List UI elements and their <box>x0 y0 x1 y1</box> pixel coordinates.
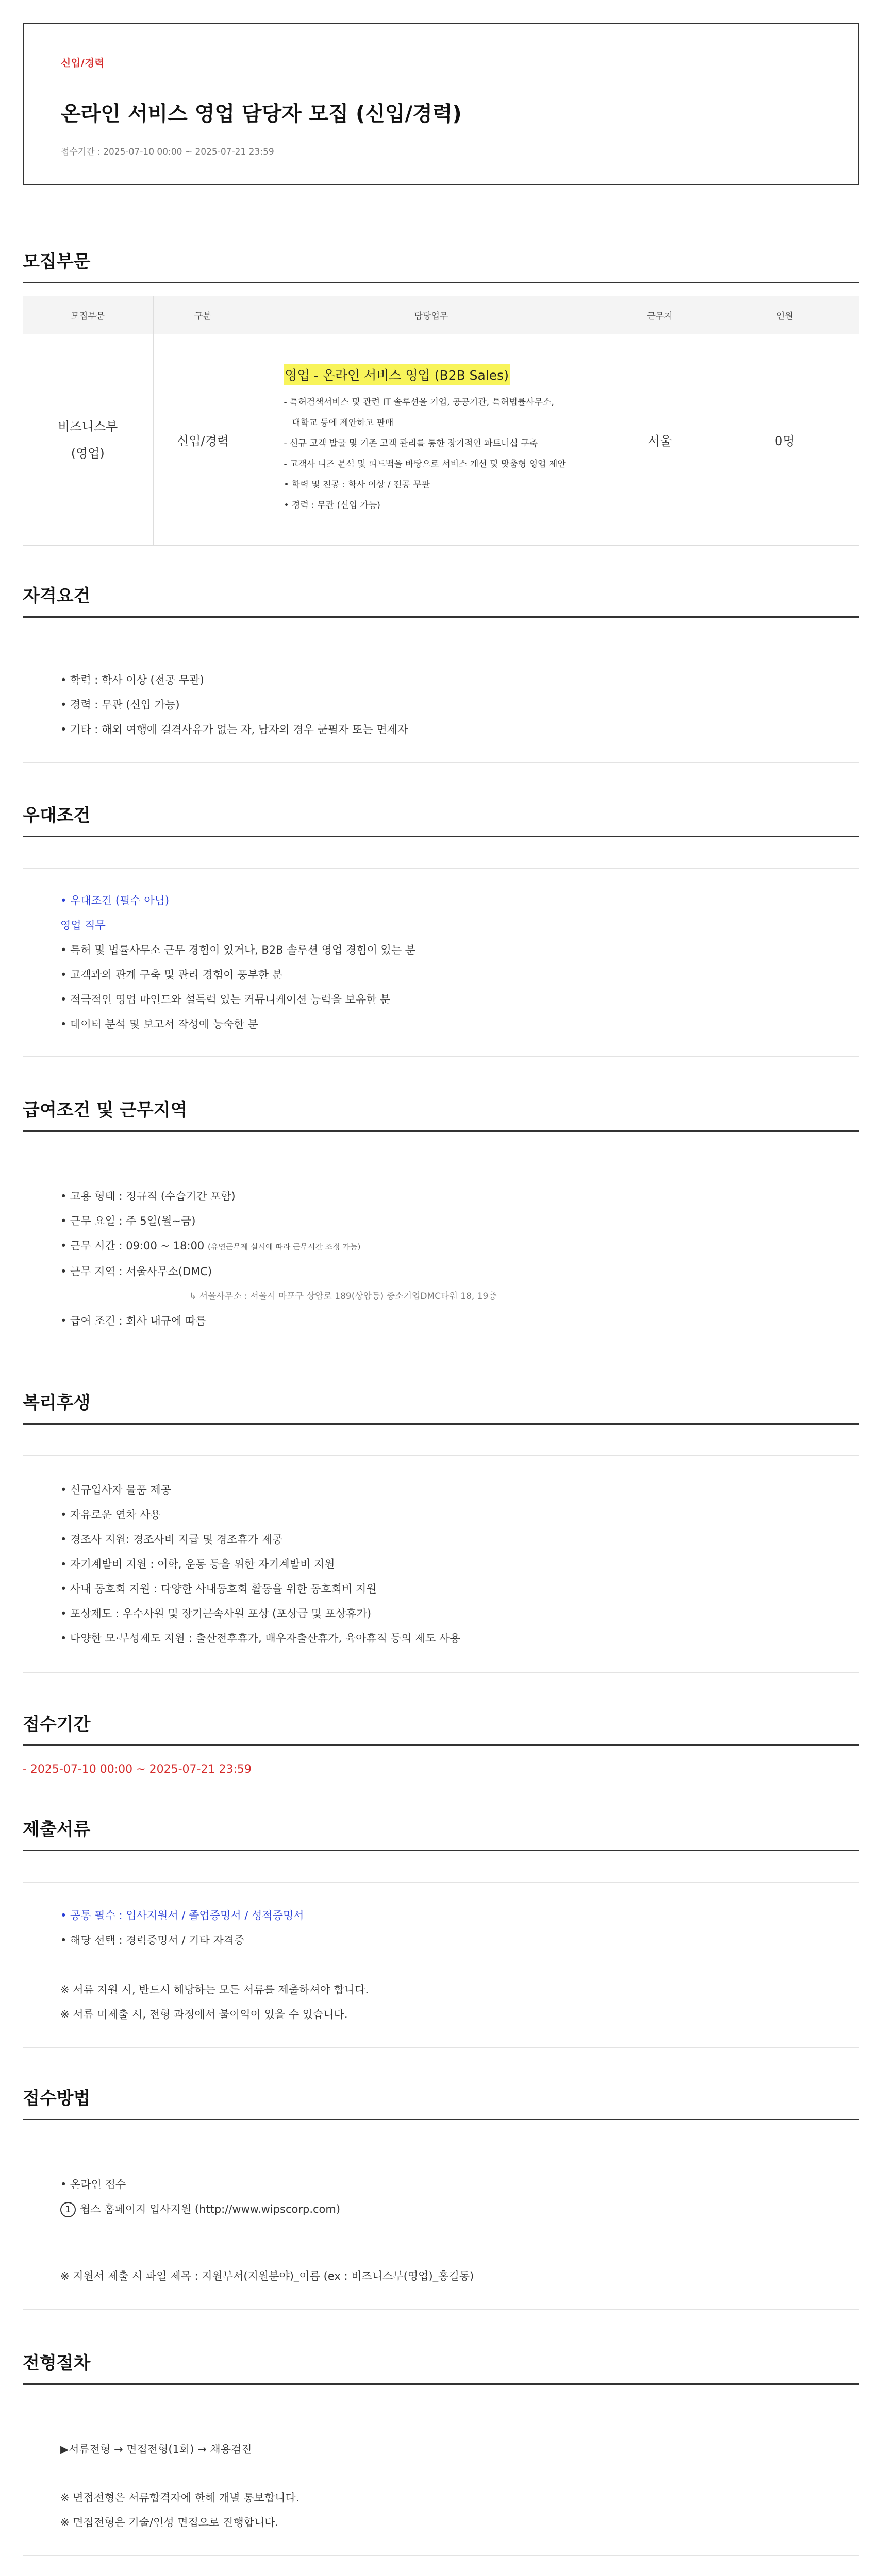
list-item: • 근무 지역 : 서울사무소(DMC) <box>60 1265 212 1278</box>
list-item <box>60 1233 822 1259</box>
apply-step <box>60 2197 822 2222</box>
section-welfare <box>23 1388 859 1673</box>
doc-note: ※ 서류 미제출 시, 전형 과정에서 불이익이 있을 수 있습니다. <box>60 2008 348 2021</box>
work-hours-note: (유연근무제 실시에 따라 근무시간 조정 가능) <box>207 1242 361 1251</box>
duty-cell <box>253 334 610 546</box>
duty-head: 영업 - 온라인 서비스 영업 (B2B Sales) <box>284 364 510 385</box>
section-process <box>23 2349 859 2556</box>
application-period: - 2025-07-10 00:00 ~ 2025-07-21 23:59 <box>23 1763 252 1776</box>
section-salary <box>23 1096 859 1352</box>
salary-box <box>23 1163 859 1352</box>
duty-item: - 고객사 니즈 분석 및 피드백을 바탕으로 서비스 개선 및 맞춤형 영업 제안 <box>284 459 566 469</box>
section-title: 우대조건 <box>23 801 859 837</box>
qualification-box <box>23 649 859 763</box>
headcount-cell: 0명 <box>710 334 859 546</box>
list-item: • 자기계발비 지원 : 어학, 운동 등을 위한 자기계발비 지원 <box>60 1558 335 1570</box>
apply-online: • 온라인 접수 <box>60 2178 126 2191</box>
list-item: • 특허 및 법률사무소 근무 경험이 있거나, B2B 솔루션 영업 경험이 있는 분 <box>60 944 416 956</box>
section-title: 자격요건 <box>23 582 859 618</box>
dept-cell <box>23 334 153 546</box>
duty-item: • 경력 : 무관 (신입 가능) <box>284 500 380 511</box>
section-title: 접수기간 <box>23 1710 859 1746</box>
section-apply <box>23 2084 859 2310</box>
section-title: 급여조건 및 근무지역 <box>23 1096 859 1132</box>
required-docs: • 공통 필수 : 입사지원서 / 졸업증명서 / 성적증명서 <box>60 1909 304 1922</box>
list-item: • 다양한 모·부성제도 지원 : 출산전후휴가, 배우자출산휴가, 육아휴직 등의 제도 사용 <box>60 1632 460 1645</box>
apply-box <box>23 2151 859 2310</box>
section-qualification <box>23 582 859 763</box>
section-title: 전형절차 <box>23 2349 859 2385</box>
preference-subtitle: • 우대조건 (필수 아님) <box>60 894 170 907</box>
posting-title: 온라인 서비스 영업 담당자 모집 (신입/경력) <box>61 102 462 126</box>
duty-item: 대학교 등에 제안하고 판매 <box>292 417 394 428</box>
list-item: • 고용 형태 : 정규직 (수습기간 포함) <box>60 1190 236 1202</box>
doc-note: ※ 서류 지원 시, 반드시 해당하는 모든 서류를 제출하셔야 합니다. <box>60 1984 369 1996</box>
preference-subhead: 영업 직무 <box>60 919 106 931</box>
type-cell: 신입/경력 <box>153 334 253 546</box>
apply-step-text: 윕스 홈페이지 입사지원 (http://www.wipscorp.com) <box>80 2203 341 2215</box>
career-tag: 신입/경력 <box>61 57 105 69</box>
section-documents <box>23 1815 859 2048</box>
list-item: • 포상제도 : 우수사원 및 장기근속사원 포상 (포상금 및 포상휴가) <box>60 1607 372 1620</box>
duty-item: - 신규 고객 발굴 및 기존 고객 관리를 통한 장기적인 파트너십 구축 <box>284 438 538 449</box>
location-cell: 서울 <box>610 334 710 546</box>
duty-item: - 특허검색서비스 및 관련 IT 솔루션을 기업, 공공기관, 특허법률사무소, <box>284 397 554 408</box>
list-item: • 자유로운 연차 사용 <box>60 1509 161 1521</box>
work-hours: • 근무 시간 : 09:00 ~ 18:00 <box>60 1240 205 1252</box>
preference-box <box>23 868 859 1057</box>
list-item: • 학력 : 학사 이상 (전공 무관) <box>60 674 204 686</box>
apply-note: ※ 지원서 제출 시 파일 제목 : 지원부서(지원분야)_이름 (ex : 비즈니스부(영업)_홍길동) <box>60 2270 474 2282</box>
list-item: • 경력 : 무관 (신입 가능) <box>60 699 180 711</box>
col-header: 구분 <box>153 296 253 334</box>
office-address: ↳ 서울사무소 : 서울시 마포구 상암로 189(상암동) 중소기업DMC타워 18, 19층 <box>189 1291 497 1301</box>
list-item: • 적극적인 영업 마인드와 설득력 있는 커뮤니케이션 능력을 보유한 분 <box>60 993 391 1006</box>
section-period <box>23 1710 859 1782</box>
process-box <box>23 2416 859 2556</box>
col-header: 담당업무 <box>253 296 610 334</box>
section-title: 접수방법 <box>23 2084 859 2120</box>
list-item: • 데이터 분석 및 보고서 작성에 능숙한 분 <box>60 1018 258 1030</box>
posting-header <box>23 23 859 185</box>
col-header: 인원 <box>710 296 859 334</box>
list-item: • 근무 요일 : 주 5일(월~금) <box>60 1215 196 1227</box>
table-header-row <box>23 296 859 334</box>
process-flow: ▶서류전형 → 면접전형(1회) → 채용검진 <box>60 2443 252 2455</box>
list-item: • 기타 : 해외 여행에 결격사유가 없는 자, 남자의 경우 군필자 또는 면제자 <box>60 723 408 736</box>
dept-line: (영업) <box>71 446 105 461</box>
list-item: • 급여 조건 : 회사 내규에 따름 <box>60 1315 206 1327</box>
welfare-box <box>23 1455 859 1673</box>
section-preference <box>23 801 859 1057</box>
section-title: 모집부문 <box>23 247 859 283</box>
section-recruit <box>23 247 859 546</box>
table-row <box>23 334 859 546</box>
duty-item: • 학력 및 전공 : 학사 이상 / 전공 무관 <box>284 479 430 490</box>
list-item: • 신규입사자 물품 제공 <box>60 1484 171 1496</box>
posting-period: 접수기간 : 2025-07-10 00:00 ~ 2025-07-21 23:59 <box>61 147 274 157</box>
list-item: • 고객과의 관계 구축 및 관리 경험이 풍부한 분 <box>60 969 282 981</box>
section-title: 복리후생 <box>23 1388 859 1425</box>
recruit-table <box>23 296 859 546</box>
step-number-icon: 1 <box>60 2202 76 2217</box>
section-title: 제출서류 <box>23 1815 859 1851</box>
list-item: • 사내 동호회 지원 : 다양한 사내동호회 활동을 위한 동호회비 지원 <box>60 1583 377 1595</box>
optional-docs: • 해당 선택 : 경력증명서 / 기타 자격증 <box>60 1934 245 1946</box>
col-header: 모집부문 <box>23 296 153 334</box>
process-note: ※ 면접전형은 기술/인성 면접으로 진행합니다. <box>60 2516 279 2529</box>
list-item: • 경조사 지원: 경조사비 지급 및 경조휴가 제공 <box>60 1533 283 1546</box>
dept-line: 비즈니스부 <box>58 419 118 434</box>
process-note: ※ 면접전형은 서류합격자에 한해 개별 통보합니다. <box>60 2492 299 2504</box>
documents-box <box>23 1882 859 2048</box>
col-header: 근무지 <box>610 296 710 334</box>
